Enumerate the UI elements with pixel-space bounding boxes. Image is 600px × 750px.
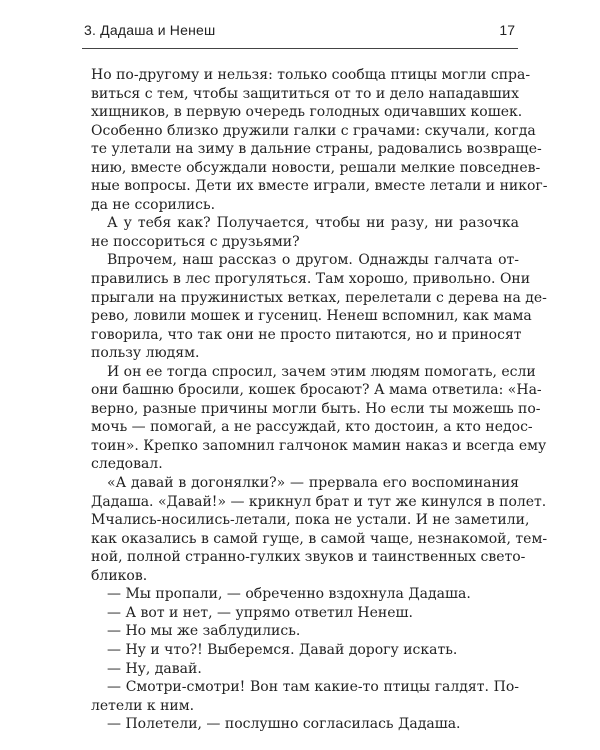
text-line: рево, ловили мошек и гусениц. Ненеш вспомнил, как мама bbox=[91, 308, 532, 325]
text-line: ные вопросы. Дети их вместе играли, вместе летали и никог- bbox=[91, 178, 548, 195]
text-line: тоин». Крепко запомнил галчонок мамин наказ и всегда ему bbox=[91, 437, 547, 454]
text-line: Дадаша. «Давай!» — крикнул брат и тут же кинулся в полет. bbox=[91, 493, 547, 510]
text-line: говорила, что так они не просто питаются, но и приносят bbox=[91, 326, 522, 343]
text-line: — Но мы же заблудились. bbox=[107, 623, 301, 640]
text-line: те улетали на зиму в дальние страны, радовались возвраще- bbox=[91, 141, 542, 158]
page-number: 17 bbox=[499, 22, 515, 38]
text-line: ной, полной странно-гулких звуков и таинственных свето- bbox=[91, 549, 526, 566]
text-line: верно, разные причины могли быть. Но если ты можешь по- bbox=[91, 400, 541, 417]
text-line: И он ее тогда спросил, зачем этим людям помогать, если bbox=[107, 363, 536, 380]
text-line: правились в лес прогуляться. Там хорошо, привольно. Они bbox=[91, 271, 531, 288]
text-line: прыгали на пружинистых ветках, перелетали с дерева на де- bbox=[91, 289, 547, 306]
text-line: хищников, в первую очередь голодных одичавших кошек. bbox=[91, 104, 523, 121]
text-line: летели к ним. bbox=[91, 697, 195, 714]
text-line: — Ну, давай. bbox=[107, 660, 202, 677]
text-line: следовал. bbox=[91, 456, 163, 473]
text-line: как оказались в самой гуще, в самой чаще, незнакомой, тем- bbox=[91, 530, 548, 547]
text-line: Но по-другому и нельзя: только сообща птицы могли спра- bbox=[91, 67, 531, 83]
text-line: бликов. bbox=[91, 567, 148, 584]
running-title: 3. Дадаша и Ненеш bbox=[84, 22, 216, 38]
text-line: — А вот и нет, — упрямо ответил Ненеш. bbox=[107, 604, 413, 621]
text-line: — Мы пропали, — обреченно вздохнула Дадаша. bbox=[107, 586, 471, 603]
text-line: А у тебя как? Получается, чтобы ни разу, ни разочка bbox=[107, 215, 519, 232]
body-text bbox=[91, 66, 548, 734]
text-line: виться с тем, чтобы защититься от то и дело нападавших bbox=[91, 85, 519, 102]
text-line: пользу людям. bbox=[91, 345, 200, 362]
text-line: не поссориться с друзьями? bbox=[91, 233, 300, 250]
text-line: мочь — помогай, а не рассуждай, кто достоин, а кто недос- bbox=[91, 419, 533, 436]
text-line: Мчались-носились-летали, пока не устали. И не заметили, bbox=[91, 512, 530, 529]
text-line: Впрочем, наш рассказ о другом. Однажды галчата от- bbox=[107, 252, 519, 269]
text-line: — Полетели, — послушно согласилась Дадаша. bbox=[107, 716, 461, 733]
text-line: — Ну и что?! Выберемся. Давай дорогу искать. bbox=[107, 641, 458, 658]
text-line: «А давай в догонялки?» — прервала его воспоминания bbox=[107, 475, 519, 492]
header-rule bbox=[82, 48, 518, 49]
text-line: — Смотри-смотри! Вон там какие-то птицы галдят. По- bbox=[107, 679, 519, 696]
text-line: Особенно близко дружили галки с грачами: скучали, когда bbox=[91, 122, 536, 139]
text-line: нию, вместе обсуждали новости, решали мелкие повседнев- bbox=[91, 159, 541, 176]
text-line: да не ссорились. bbox=[91, 196, 216, 213]
text-line: они башню бросили, кошек бросают? А мама ответила: «На- bbox=[91, 382, 542, 399]
